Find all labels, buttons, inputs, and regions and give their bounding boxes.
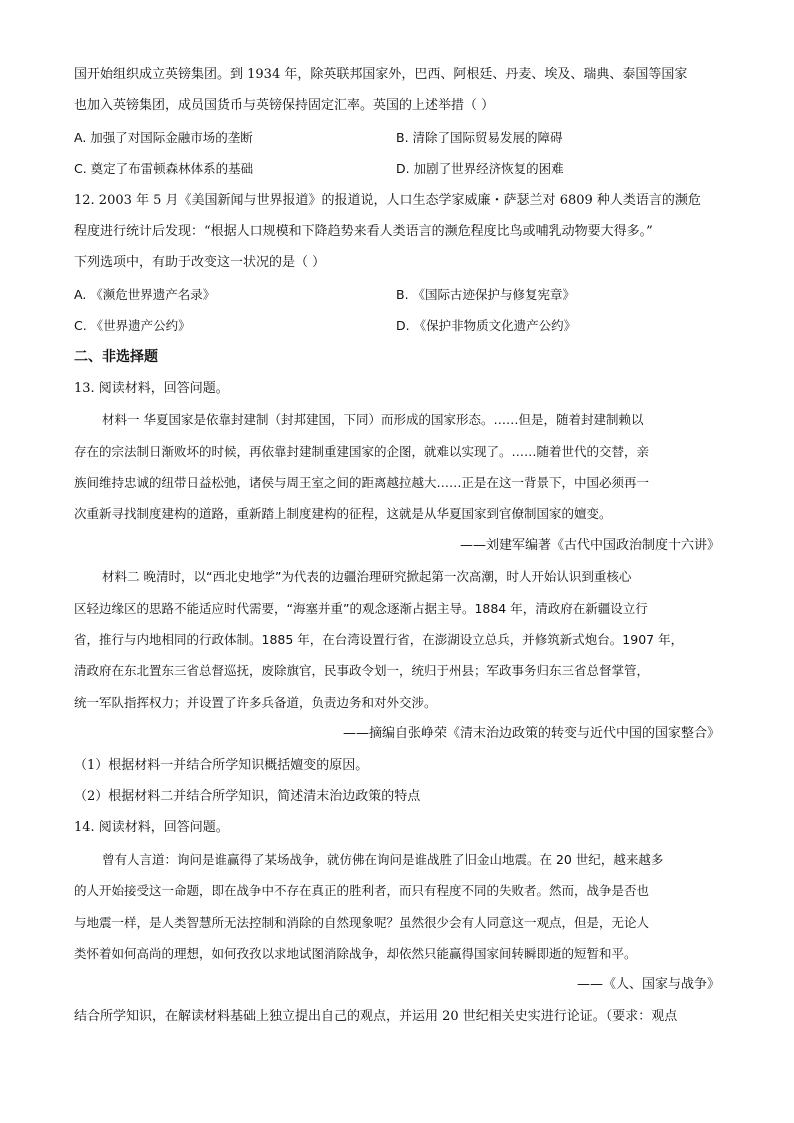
q11-option-a: A. 加强了对国际金融市场的垄断 (74, 130, 253, 145)
q13-material2-line: 省，推行与内地相同的行政体制。1885 年，在台湾设置行省，在澎湖设立总兵，并修筑新式炮台。1907 年， (74, 632, 684, 647)
q13-material1-line: 存在的宗法制日渐败坏的时候，再依靠封建制重建国家的企图，就难以实现了。……随着世代的交替，亲 (74, 444, 650, 459)
q11-stem-line2: 也加入英镑集团，成员国货币与英镑保持固定汇率。英国的上述举措（ ） (74, 98, 495, 113)
q14-stem: 14. 阅读材料，回答问题。 (74, 820, 229, 835)
q11-stem-line1: 国开始组织成立英镑集团。到 1934 年，除英联邦国家外，巴西、阿根廷、丹麦、埃及、瑞典、泰国等国家 (74, 67, 688, 82)
q11-option-c: C. 奠定了布雷顿森林体系的基础 (74, 161, 254, 176)
q14-material-source: ——《人、国家与战争》 (576, 977, 720, 992)
q13-subquestion-1: （1）根据材料一并结合所学知识概括嬗变的原因。 (74, 758, 369, 773)
q11-option-d: D. 加剧了世界经济恢复的困难 (396, 161, 564, 176)
q13-material1-line: 材料一 华夏国家是依靠封建制（封邦建国，下同）而形成的国家形态。……但是，随着封建制赖以 (102, 412, 644, 427)
q12-stem-line1: 12. 2003 年 5 月《美国新闻与世界报道》的报道说，人口生态学家威廉・萨瑟兰对 6809 种人类语言的濒危 (74, 193, 701, 208)
q13-material2-line: 统一军队指挥权力；并设置了许多兵备道，负责边务和对外交涉。 (74, 695, 437, 710)
q14-material-line: 与地震一样，是人类智慧所无法控制和消除的自然现象呢？虽然很少会有人同意这一观点，但是，无论人 (74, 915, 650, 930)
q13-material2-line: 区轻边缘区的思路不能适应时代需要，“海塞并重”的观念逐渐占据主导。1884 年，清政府在新疆设立行 (74, 601, 648, 616)
q13-material2-line: 清政府在东北置东三省总督巡抚，废除旗官，民事政令划一，统归于州县；军政事务归东三省总督掌管， (74, 663, 650, 678)
section-heading: 二、非选择题 (74, 349, 158, 365)
q13-subquestion-2: （2）根据材料二并结合所学知识，简述清末治边政策的特点 (74, 789, 421, 804)
q13-material2-source: ——摘编自张峥荣《清末治边政策的转变与近代中国的国家整合》 (342, 726, 720, 741)
q13-material1-line: 次重新寻找制度建构的道路，重新踏上制度建构的征程，这就是从华夏国家到官僚制国家的嬗变。 (74, 506, 612, 521)
q12-option-a: A. 《濒危世界遗产名录》 (74, 287, 216, 302)
q13-stem: 13. 阅读材料，回答问题。 (74, 381, 229, 396)
q12-option-b: B. 《国际古迹保护与修复宪章》 (396, 287, 576, 302)
q12-option-c: C. 《世界遗产公约》 (74, 318, 191, 333)
q12-stem-line2: 程度进行统计后发现：“根据人口规模和下降趋势来看人类语言的濒危程度比鸟或哺乳动物要大得多。” (74, 224, 653, 239)
q14-material-line: 类怀着如何高尚的理想，如何孜孜以求地试图消除战争，却依然只能赢得国家间转瞬即逝的短暂和平。 (74, 946, 637, 961)
q13-material1-line: 族间维持忠诚的纽带日益松弛，诸侯与周王室之间的距离越拉越大……正是在这一背景下，中国必须再一 (74, 475, 650, 490)
q13-material2-line: 材料二 晚清时，以“西北史地学”为代表的边疆治理研究掀起第一次高潮，时人开始认识到重核心 (102, 569, 632, 584)
q14-material-line: 曾有人言道：询问是谁赢得了某场战争，就仿佛在询问是谁战胜了旧金山地震。在 20 世纪，越来越多 (102, 852, 664, 867)
q13-material1-source: ——刘建军编著《古代中国政治制度十六讲》 (459, 538, 720, 553)
q12-option-d: D. 《保护非物质文化遗产公约》 (396, 318, 577, 333)
q14-material-line: 的人开始接受这一命题，即在战争中不存在真正的胜利者，而只有程度不同的失败者。然而，战争是否也 (74, 883, 650, 898)
q11-option-b: B. 清除了国际贸易发展的障碍 (396, 130, 563, 145)
q14-instruction: 结合所学知识，在解读材料基础上独立提出自己的观点，并运用 20 世纪相关史实进行论证。（要求：观点 (74, 1009, 678, 1024)
q12-stem-line3: 下列选项中，有助于改变这一状况的是（ ） (74, 255, 326, 270)
